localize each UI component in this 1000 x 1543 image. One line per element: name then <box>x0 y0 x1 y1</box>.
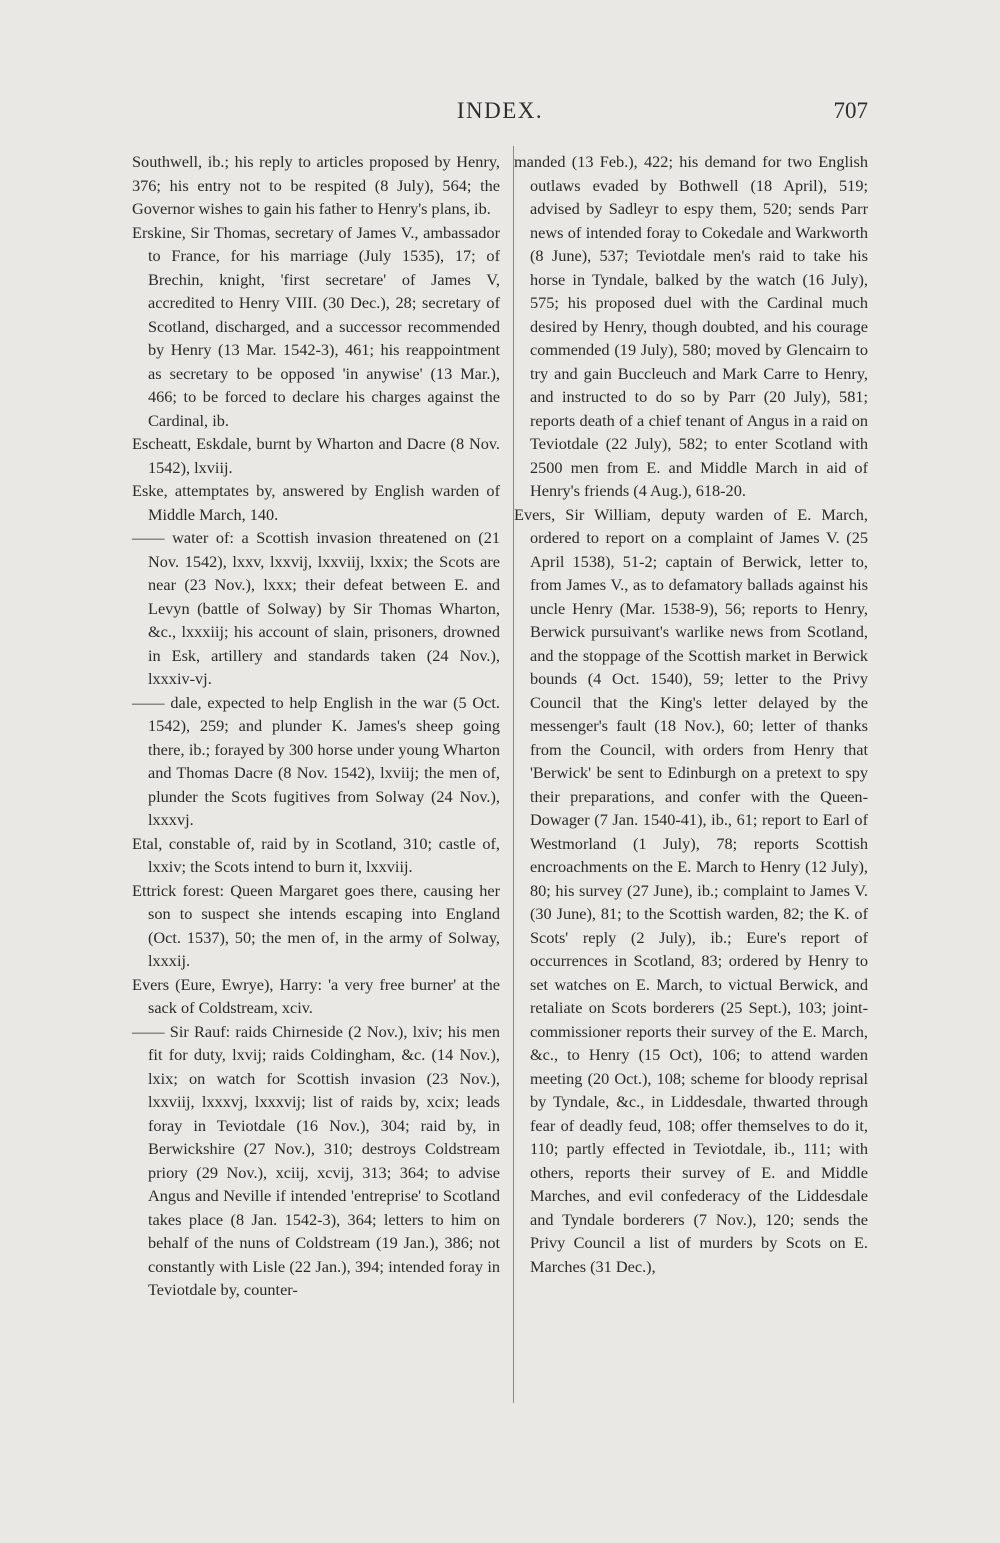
index-entry: Erskine, Sir Thomas, secretary of James V., ambassador to France, for his marriage (July 1535), 17; of Brechin, knight, 'first secretare' of James V, accredited to Henry VIII. (30 Dec.), 28; secretary of Scotland, discharged, and a successor recommended by Henry (13 Mar. 1542-3), 461; his reappointment as secretary to be opposed 'in anywise' (13 Mar.), 466; to be forced to declare his charges against the Cardinal, ib. <box>132 222 500 430</box>
index-entry: Ettrick forest: Queen Margaret goes there, causing her son to suspect she intends escaping into England (Oct. 1537), 50; the men of, in the army of Solway, lxxxij. <box>132 880 500 970</box>
page-number: 707 <box>833 98 868 123</box>
page-title: INDEX. <box>456 98 544 123</box>
index-entry: Escheatt, Eskdale, burnt by Wharton and Dacre (8 Nov. 1542), lxviij. <box>132 434 500 477</box>
index-entry: Evers (Eure, Ewrye), Harry: 'a very free burner' at the sack of Coldstream, xciv. <box>132 974 500 1017</box>
left-column <box>132 150 500 1302</box>
running-head <box>0 98 1000 138</box>
index-entry: —— Sir Rauf: raids Chirneside (2 Nov.), lxiv; his men fit for duty, lxvij; raids Coldingham, &c. (14 Nov.), lxix; on watch for Scottish invasion (23 Nov.), lxxviij, lxxxvj, lxxxvij; list of raids by, xcix; leads foray in Teviotdale (16 Nov.), 304; raid by, in Berwickshire (27 Nov.), 310; destroys Coldstream priory (29 Nov.), xciij, xcvij, 313; 364; to advise Angus and Neville if intended 'entreprise' to Scotland takes place (8 Jan. 1542-3), 364; letters to him on behalf of the nuns of Coldstream (19 Jan.), 386; not constantly with Lisle (22 Jan.), 394; intended foray in Teviotdale by, counter- <box>132 1021 500 1299</box>
index-entry: —— dale, expected to help English in the war (5 Oct. 1542), 259; and plunder K. James's sheep going there, ib.; forayed by 300 horse under young Wharton and Thomas Dacre (8 Nov. 1542), lxviij; the men of, plunder the Scots fugitives from Solway (24 Nov.), lxxxvj. <box>132 692 500 829</box>
index-entry: Etal, constable of, raid by in Scotland, 310; castle of, lxxiv; the Scots intend to burn it, lxxviij. <box>132 833 500 876</box>
index-entry: —— water of: a Scottish invasion threatened on (21 Nov. 1542), lxxv, lxxvij, lxxviij, lxxix; the Scots are near (23 Nov.), lxxx; their defeat between E. and Levyn (battle of Solway) by Sir Thomas Wharton, &c., lxxxiij; his account of slain, prisoners, drowned in Esk, artillery and standards taken (24 Nov.), lxxxiv-vj. <box>132 528 500 688</box>
index-entry: manded (13 Feb.), 422; his demand for two English outlaws evaded by Bothwell (18 April), 519; advised by Sadleyr to espy them, 520; sends Parr news of intended foray to Cokedale and Warkworth (8 June), 537; Teviotdale men's raid to take his horse in Tyndale, balked by the watch (16 July), 575; his proposed duel with the Cardinal much desired by Henry, though doubted, and his courage commended (19 July), 580; moved by Glencairn to try and gain Buccleuch and Mark Carre to Henry, and instructed to do so by Parr (20 July), 581; reports death of a chief tenant of Angus in a raid on Teviotdale (22 July), 582; to enter Scotland with 2500 men from E. and Middle March in aid of Henry's friends (4 Aug.), 618-20. <box>514 152 868 500</box>
index-entry: Eske, attemptates by, answered by English warden of Middle March, 140. <box>132 481 500 524</box>
right-column <box>514 150 868 1278</box>
index-entry: Evers, Sir William, deputy warden of E. March, ordered to report on a complaint of James V. (25 April 1538), 51-2; captain of Berwick, letter to, from James V., as to defamatory ballads against his uncle Henry (Mar. 1538-9), 56; reports to Henry, Berwick pursuivant's warlike news from Scotland, and the stoppage of the Scottish market in Berwick bounds (4 Oct. 1540), 59; letter to the Privy Council that the King's letter delayed by the messenger's fault (18 Nov.), 60; letter of thanks from the Council, with orders from Henry that 'Berwick' be sent to Edinburgh on a pretext to spy their preparations, and confer with the Queen-Dowager (7 Jan. 1540-41), ib., 61; report to Earl of Westmorland (1 July), 78; reports Scottish encroachments on the E. March to Henry (12 July), 80; his survey (27 June), ib.; complaint to James V. (30 June), 81; to the Scottish warden, 82; the K. of Scots' reply (2 July), ib.; Eure's report of occurrences in Scotland, 83; ordered by Henry to set watches on E. March, to victual Berwick, and retaliate on Scots borderers (25 Sept.), 103; joint-commissioner reports their survey of the E. March, &c., to Henry (15 Oct), 106; to attend warden meeting (20 Oct.), 108; scheme for bloody reprisal by Tyndale, &c., in Liddesdale, thwarted through fear of deadly feud, 108; offer themselves to do it, 110; partly effected in Teviotdale, ib., 111; with others, reports their survey of E. and Middle Marches, and evil confederacy of the Liddesdale and Tyndale borderers (7 Nov.), 120; sends the Privy Council a list of murders by Scots on E. Marches (31 Dec.), <box>514 504 868 1276</box>
index-entry: Southwell, ib.; his reply to articles proposed by Henry, 376; his entry not to be respited (8 July), 564; the Governor wishes to gain his father to Henry's plans, ib. <box>132 152 500 218</box>
